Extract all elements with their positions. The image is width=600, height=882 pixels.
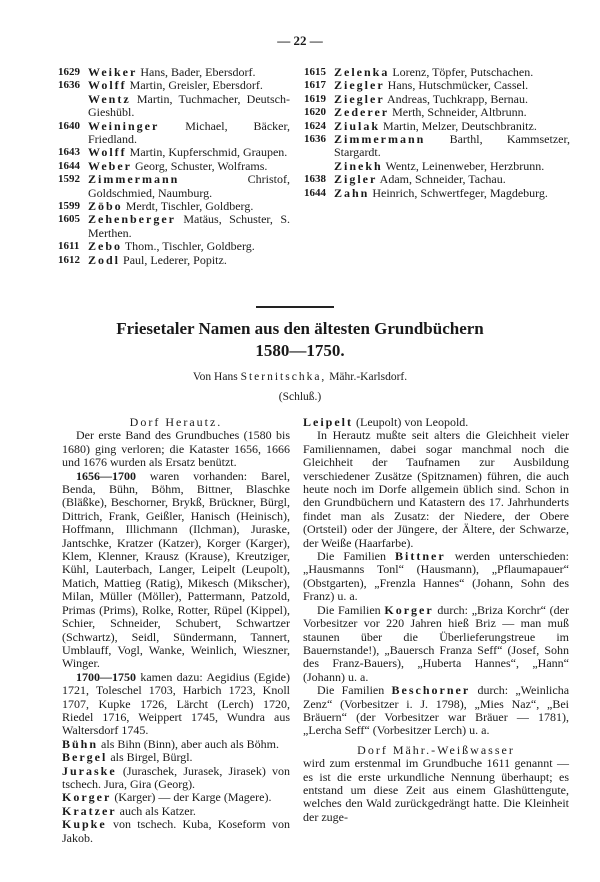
- list-item: 1640 Weininger Michael, Bäcker, Friedland.: [58, 118, 290, 147]
- paragraph: Die Familien Beschorner durch: „Weinlicha Zenz“ (Vorbesitzer i. J. 1798), „Mies Naz“, „Bei Bräuern“ (der Vorbesitzer war Bräuer — 1781), „Lercha Seff“ (Vorbesitzer Lerch) u. a.: [303, 683, 570, 738]
- list-item: 1638 Zigler Adam, Schneider, Tachau.: [304, 172, 506, 187]
- list-item: 1643 Wolff Martin, Kupferschmid, Graupen.: [58, 145, 288, 160]
- paragraph: 1700—1750 kamen dazu: Aegidius (Egide) 1721, Toleschel 1703, Harbich 1723, Knoll 1707, Kupke 1726, Lärcht (Lerch) 1720, Riedel 1716, Weippert 1745, Wundra aus Waltersdorf 1745.: [62, 669, 290, 738]
- article-column-right: [303, 416, 569, 824]
- name-note: Kratzer auch als Katzer.: [62, 803, 196, 818]
- section-divider: [256, 306, 334, 308]
- list-item: 1636 Zimmermann Barthl, Kammsetzer, Stargardt.: [304, 132, 571, 160]
- list-item: 1629 Weiker Hans, Bader, Ebersdorf.: [58, 65, 256, 79]
- section-heading: Dorf Herautz.: [129, 415, 223, 429]
- list-item: 1617 Ziegler Hans, Hutschmücker, Cassel.: [304, 78, 529, 93]
- list-item: 1620 Zederer Merth, Schneider, Altbrunn.: [304, 105, 527, 120]
- list-item: Wentz Martin, Tuchmacher, Deutsch-Gieshübl.: [88, 91, 291, 120]
- name-note: Kupke von tschech. Kuba, Koseform von Jakob.: [62, 817, 291, 845]
- name-note: Bergel als Birgel, Bürgl.: [62, 750, 193, 765]
- list-item: 1636 Wolff Martin, Greisler, Ebersdorf.: [58, 78, 263, 93]
- name-list-right: [304, 66, 570, 200]
- paragraph: Die Familien Korger durch: „Briza Korchr“ (der Vorbesitzer vor 220 Jahren hieß Briz — man muß staunen über die Überlieferungstreue im Bauernstande!), „Bauersch Franza Seff“ (Josef, Sohn des Franz-Bauers), „Huberta Hannes“, „Hann“ (Johann) u. a.: [303, 602, 569, 684]
- list-item: Zinekh Wentz, Leinenweber, Herzbrunn.: [334, 158, 545, 173]
- article-title: Friesetaler Namen aus den ältesten Grundbüchern 1580—1750.: [116, 319, 484, 360]
- paragraph: In Herautz mußte seit alters die Gleichheit vieler Familiennamen, dabei sogar manchmal noch die Gleichheit der Taufnamen zur Ausbildung verschiedener Zusätze (Spitznamen) führen, die auch heute noch im Dorfe allgemein üblich sind. Schon in den Grundbüchern und Katastern des 17. Jahrhunderts findet man als Zusatz: der Niedere, der Obere (Ortsteil) oder der Jüngere, der Ältere, der Schwarze, der Weiße (Haarfarbe).: [303, 428, 569, 550]
- section-heading: Dorf Mähr.-Weißwasser: [357, 742, 515, 757]
- list-item: 1624 Ziulak Martin, Melzer, Deutschbranitz.: [304, 118, 537, 133]
- list-item: 1644 Zahn Heinrich, Schwertfeger, Magdeburg.: [304, 185, 548, 200]
- paragraph: Der erste Band des Grundbuches (1580 bis 1680) ging verloren; die Kataster 1656, 1666 und 1676 wurden als Ersatz benützt.: [62, 428, 290, 470]
- list-item: 1619 Ziegler Andreas, Tuchkrapp, Bernau.: [304, 91, 528, 106]
- name-note: Bühn als Bihn (Binn), aber auch als Böhm.: [62, 736, 279, 751]
- list-item: 1612 Zodl Paul, Lederer, Popitz.: [58, 252, 227, 267]
- paragraph: Die Familien Bittner werden unterschieden: „Hausmanns Tonl“ (Hausmann), „Pflaumapauer“ (Obstgarten), „Frenzla Hannes“ (Johann, Sohn des Franz) u. a.: [303, 549, 569, 604]
- list-item: 1605 Zehenberger Matäus, Schuster, S. Merthen.: [58, 212, 290, 240]
- list-item: 1611 Zebo Thom., Tischler, Goldberg.: [58, 239, 255, 254]
- name-note: Korger (Karger) — der Karge (Magere).: [62, 790, 272, 805]
- list-item: 1644 Weber Georg, Schuster, Wolframs.: [58, 158, 268, 173]
- article-author: Von Hans Sternitschka, Mähr.-Karlsdorf.: [192, 371, 408, 383]
- list-item: 1599 Zöbo Merdt, Tischler, Goldberg.: [58, 199, 254, 214]
- list-item: 1592 Zimmermann Christof, Goldschmied, Naumburg.: [58, 172, 290, 200]
- article-column-left: [62, 416, 290, 845]
- continuation-note: (Schluß.): [278, 391, 322, 403]
- name-list-left: [58, 66, 290, 267]
- paragraph: Leipelt (Leupolt) von Leopold.: [303, 415, 469, 429]
- list-item: 1615 Zelenka Lorenz, Töpfer, Putschachen.: [304, 65, 534, 79]
- page-number: — 22 —: [277, 33, 323, 48]
- paragraph: 1656—1700 waren vorhanden: Barel, Benda, Bühn, Böhm, Bittner, Blaschke (Bläßke), Beschorner, Brykß, Brückner, Bürgl, Dittrich, Frank, Geißler, Hanisch (Heinisch), Hoffmann, Illichmann (Ilchman), Juraske, Jantschke, Kratzer (Katzer), Korger (Karger), Klem, Klenner, Krausz (Krause), Kreutziger, Kühl, Lauterbach, Langer, Leipelt (Leupolt), Matich, Mattieg (Ratig), Mikesch (Mikscher), Milan, Müller (Möller), Pattermann, Patzold, Primas (Prims), Rolke, Rotter, Rüpel (Kippel), Schier, Schneider, Schubert, Schwartzer (Schwartz), Seidl, Sündermann, Tannert, Umblauff, Vogl, Wanke, Weinlich, Wieszner, Winger.: [62, 468, 290, 671]
- name-note: Juraske (Juraschek, Jurasek, Jirasek) von tschech. Jura, Gira (Georg).: [62, 763, 291, 791]
- paragraph: wird zum erstenmal im Grundbuche 1611 genannt — es ist die erste urkundliche Nennung überhaupt; es entstand um diese Zeit aus einem Glashüttengute, welches den Wald zurückgedrängt hatte. Die Kleinheit der zuge-: [303, 756, 569, 824]
